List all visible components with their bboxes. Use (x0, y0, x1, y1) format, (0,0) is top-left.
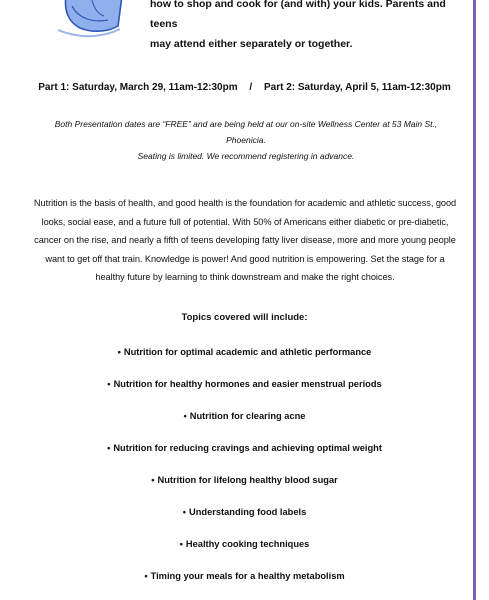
body-line-2: looks, social ease, and a future full of potential. With 50% of Americans either diabetic or pre-diabetic, (41, 216, 449, 227)
bullet-icon: • (182, 507, 186, 517)
topics-list (0, 344, 489, 600)
intro-text (150, 0, 470, 54)
topic-item (0, 408, 489, 440)
body-line-5: healthy future by learning to think downstream and make the right choices. (95, 272, 395, 282)
person-clipart-icon (58, 0, 126, 38)
bullet-icon: • (107, 443, 111, 453)
session-separator: / (249, 82, 253, 93)
bullet-icon: • (179, 539, 183, 549)
session-dates (0, 82, 489, 93)
bullet-icon: • (117, 347, 121, 357)
topic-label: Nutrition for clearing acne (189, 411, 306, 421)
topic-label: Nutrition for reducing cravings and achieving optimal weight (113, 443, 382, 453)
bullet-icon: • (183, 411, 187, 421)
body-line-3: cancer on the rise, and nearly a fifth of teens developing fatty liver disease, more and more young people (34, 235, 456, 245)
bullet-icon: • (151, 475, 155, 485)
session-part-2: Part 2: Saturday, April 5, 11am-12:30pm (263, 82, 451, 93)
topic-item (0, 504, 489, 536)
body-paragraph (31, 194, 459, 287)
intro-line-2: may attend either separately or together. (150, 38, 353, 50)
location-note (36, 116, 456, 164)
topic-label: Timing your meals for a healthy metabolism (150, 571, 345, 581)
topics-heading: Topics covered will include: (181, 312, 308, 323)
bullet-icon: • (107, 379, 111, 389)
topic-item (0, 568, 489, 600)
topic-label: Nutrition for healthy hormones and easier menstrual periods (113, 379, 382, 389)
topic-label: Nutrition for optimal academic and athletic performance (123, 347, 372, 357)
topic-item (0, 440, 489, 472)
session-part-1: Part 1: Saturday, March 29, 11am-12:30pm (38, 82, 238, 93)
topic-label: Nutrition for lifelong healthy blood sugar (157, 475, 338, 485)
location-note-line-1: Both Presentation dates are “FREE” and are being held at our on-site Wellness Center at 53 Main St., Phoenicia. (54, 119, 438, 145)
location-note-line-2: Seating is limited. We recommend registering in advance. (137, 151, 355, 161)
intro-line-1: how to shop and cook for (and with) your kids. Parents and teens (150, 0, 446, 30)
topic-item (0, 536, 489, 568)
topic-label: Understanding food labels (189, 507, 307, 517)
topic-item (0, 376, 489, 408)
topic-item (0, 472, 489, 504)
body-line-1: Nutrition is the basis of health, and good health is the foundation for academic and athletic success, good (33, 198, 457, 208)
body-line-4: want to get off that train. Knowledge is power! And good nutrition is empowering. Set the stage for a (45, 253, 445, 264)
topic-label: Healthy cooking techniques (185, 539, 310, 549)
topic-item (0, 344, 489, 376)
bullet-icon: • (144, 571, 148, 581)
